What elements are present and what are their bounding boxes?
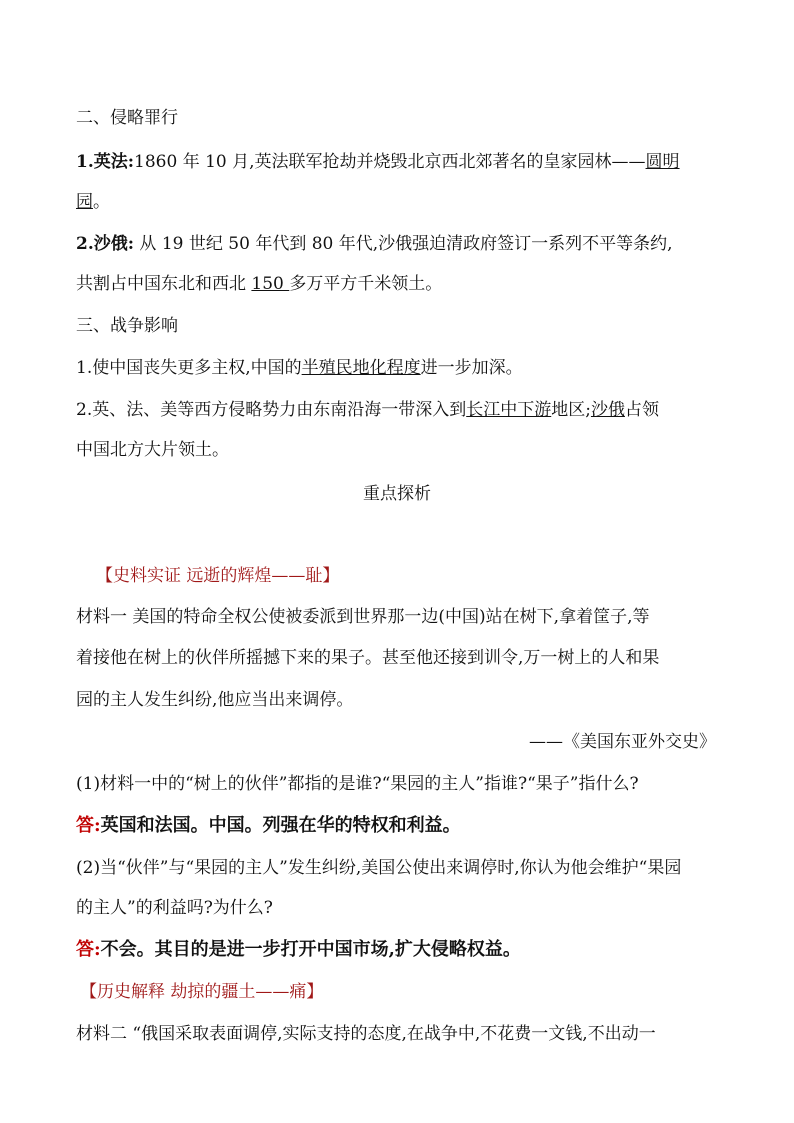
section2-item1-line1 [76,150,680,174]
item-text: 地区; [551,400,591,420]
section3-heading: 三、战争影响 [76,316,178,336]
material1-line2: 着接他在树上的伙伴所摇撼下来的果子。甚至他还接到训令,万一树上的人和果 [76,648,660,668]
block2-tag: 【历史解释 劫掠的疆土——痛】 [80,982,324,1002]
item-text: 多万平方千米领土。 [289,274,443,294]
section3-item1 [76,356,523,380]
item-text: 2.英、法、美等西方侵略势力由东南沿海一带深入到 [76,400,467,420]
focus-title: 重点探析 [363,484,431,504]
section3-item2-line1 [76,398,659,422]
item-text: 从 19 世纪 50 年代到 80 年代,沙俄强迫清政府签订一系列不平等条约, [134,234,673,254]
question-1: (1)材料一中的“树上的伙伴”都指的是谁?“果园的主人”指谁?“果子”指什么? [76,774,639,794]
underlined-answer: 沙俄 [590,400,625,420]
item-text: 1860 年 10 月,英法联军抢劫并烧毁北京西北郊著名的皇家园林—— [134,152,646,172]
material1-line1: 材料一 美国的特命全权公使被委派到世界那一边(中国)站在树下,拿着筐子,等 [76,607,650,627]
item-text: 占领 [624,400,659,420]
section3-item2-line2: 中国北方大片领土。 [76,440,229,460]
question-2-line2: 的主人”的利益吗?为什么? [76,898,273,918]
material1-line3: 园的主人发生纠纷,他应当出来调停。 [76,690,354,710]
section2-item1-line2 [76,190,110,214]
answer-label: 答: [76,815,101,836]
underlined-answer: 长江中下游 [466,400,552,420]
material1-source: ——《美国东亚外交史》 [529,732,716,752]
item-label: 1.英法: [76,152,135,172]
item-text: 共割占中国东北和西北 [76,274,252,294]
underlined-answer: 圆明 [645,152,680,172]
answer-label: 答: [76,939,101,960]
item-text: 进一步加深。 [420,358,523,378]
item-label: 2.沙俄: [76,234,135,254]
block1-tag: 【史料实证 远逝的辉煌——耻】 [96,566,340,586]
item-text: 1.使中国丧失更多主权,中国的 [76,358,302,378]
answer-text: 英国和法国。中国。列强在华的特权和利益。 [100,815,461,836]
answer-1 [76,814,461,838]
answer-2 [76,938,521,962]
underlined-answer: 半殖民地化程度 [301,358,421,378]
section2-heading: 二、侵略罪行 [76,108,178,128]
underlined-answer: 150 [251,274,290,294]
question-2-line1: (2)当“伙伴”与“果园的主人”发生纠纷,美国公使出来调停时,你认为他会维护“果园 [76,858,682,878]
section2-item2-line2 [76,272,442,296]
section2-item2-line1 [76,232,673,256]
underlined-answer: 园 [76,192,93,212]
item-text: 。 [93,192,110,212]
material2-line1: 材料二 “俄国采取表面调停,实际支持的态度,在战争中,不花费一文钱,不出动一 [76,1024,656,1044]
answer-text: 不会。其目的是进一步打开中国市场,扩大侵略权益。 [100,939,521,960]
